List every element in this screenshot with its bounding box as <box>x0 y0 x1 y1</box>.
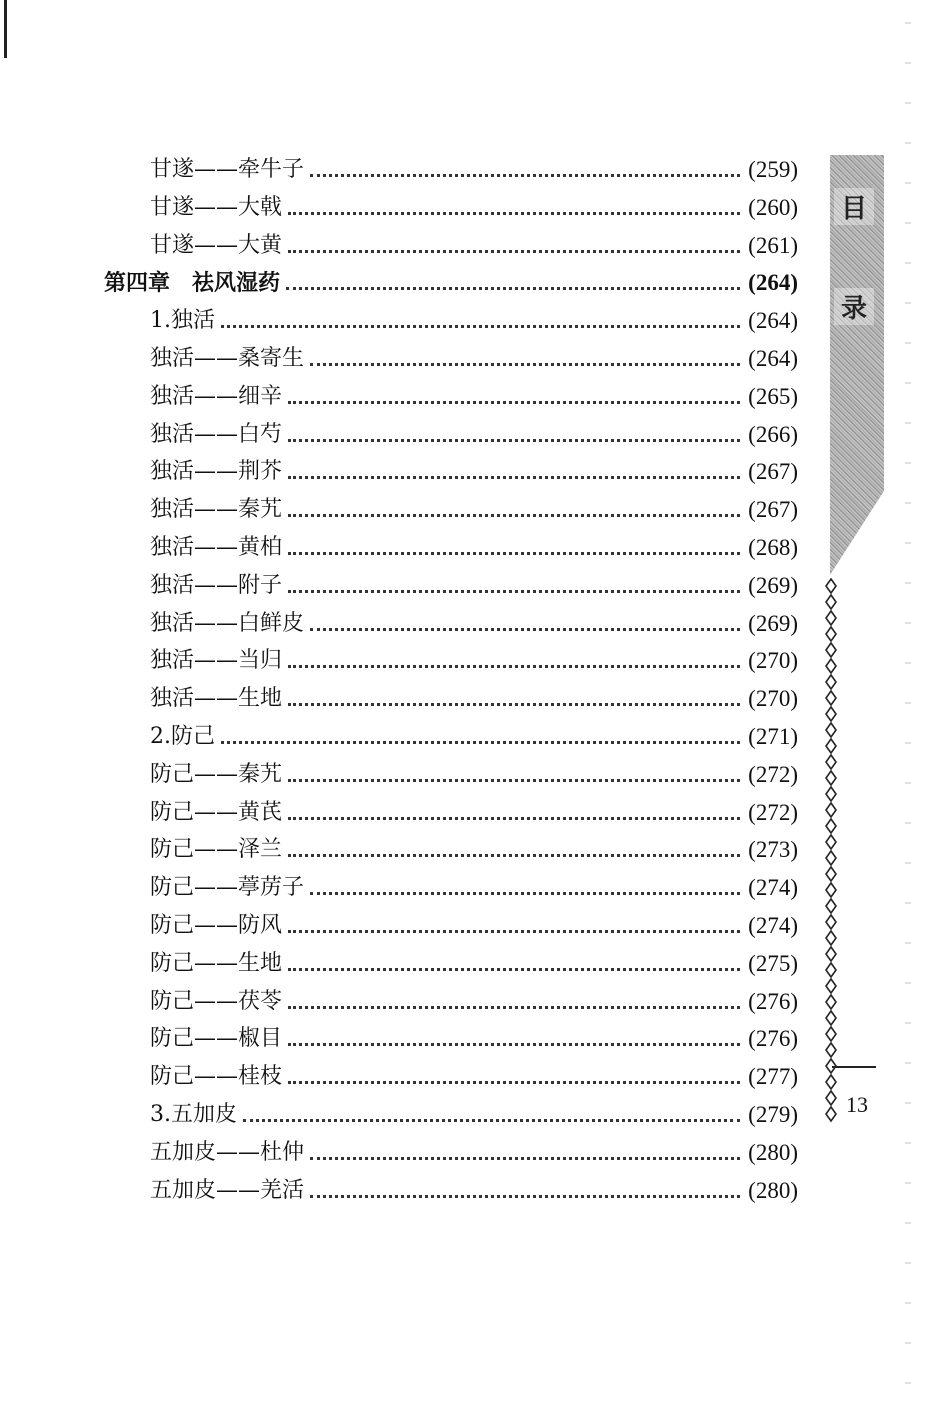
toc-entry-label: 独活——当归 <box>150 648 283 673</box>
chain-link <box>826 915 836 929</box>
chain-link <box>826 947 836 961</box>
chain-link <box>826 1011 836 1025</box>
toc-entry-page: (264) <box>748 270 798 295</box>
chain-link <box>826 787 836 801</box>
dot-leader <box>288 777 740 782</box>
dot-leader <box>288 701 740 706</box>
toc-entry <box>150 832 798 868</box>
chain-link <box>826 595 836 609</box>
chain-link <box>826 851 836 865</box>
chain-link <box>826 883 836 897</box>
dot-leader <box>288 399 740 404</box>
toc-chapter-heading <box>104 265 798 301</box>
dot-leader <box>288 512 740 517</box>
toc-entry-label: 第四章 祛风湿药 <box>104 270 281 296</box>
decorative-chain-ornament <box>822 578 840 1138</box>
dot-leader <box>310 172 740 177</box>
toc-entry-label: 独活——生地 <box>150 686 283 711</box>
chain-link <box>826 835 836 849</box>
chain-link <box>826 1091 836 1105</box>
toc-entry <box>150 341 798 377</box>
chain-link <box>826 931 836 945</box>
chain-link <box>826 643 836 657</box>
toc-entry <box>150 1021 798 1057</box>
chain-link <box>826 1107 836 1121</box>
toc-entry-label: 防己——防风 <box>150 913 283 938</box>
toc-entry <box>150 417 798 453</box>
toc-entry-label: 独活——黄柏 <box>150 535 283 560</box>
toc-entry <box>150 228 798 264</box>
chain-link <box>826 691 836 705</box>
dot-leader <box>288 815 740 820</box>
toc-entry <box>150 946 798 982</box>
toc-entry-label: 3.五加皮 <box>150 1102 237 1127</box>
toc-entry <box>150 530 798 566</box>
dot-leader <box>310 890 740 895</box>
toc-entry-label: 2.防己 <box>150 724 215 749</box>
toc-entry <box>150 1059 798 1095</box>
chain-link <box>826 963 836 977</box>
toc-entry <box>150 795 798 831</box>
toc-entry <box>150 719 798 755</box>
toc-entry <box>150 681 798 717</box>
toc-entry-page: (261) <box>748 233 798 258</box>
toc-entry-page: (260) <box>748 195 798 220</box>
toc-entry <box>150 492 798 528</box>
toc-entry-label: 独活——附子 <box>150 573 283 598</box>
toc-entry <box>150 152 798 188</box>
toc-entry-label: 独活——荆芥 <box>150 459 283 484</box>
toc-entry <box>150 908 798 944</box>
dot-leader <box>221 739 740 744</box>
side-tab-char-2: 录 <box>834 288 874 325</box>
toc-entry-label: 独活——秦艽 <box>150 497 283 522</box>
toc-entry-page: (265) <box>748 384 798 409</box>
dot-leader <box>288 474 740 479</box>
toc-entry-label: 防己——生地 <box>150 951 283 976</box>
dot-leader <box>288 852 740 857</box>
chain-link <box>826 867 836 881</box>
chain-link <box>826 1075 836 1089</box>
toc-entry-page: (264) <box>748 308 798 333</box>
toc-entry-page: (269) <box>748 573 798 598</box>
toc-entry-label: 甘遂——大黄 <box>150 233 283 258</box>
folio-rule <box>832 1066 876 1068</box>
dot-leader <box>288 663 740 668</box>
toc-entry-page: (276) <box>748 989 798 1014</box>
dot-leader <box>288 1041 740 1046</box>
chain-link <box>826 771 836 785</box>
toc-entry-page: (279) <box>748 1102 798 1127</box>
dot-leader <box>243 1117 740 1122</box>
toc-entry-label: 独活——细辛 <box>150 384 283 409</box>
toc-entry-label: 防己——黄芪 <box>150 800 283 825</box>
chain-link <box>826 627 836 641</box>
toc-entry-label: 1.独活 <box>150 308 215 333</box>
toc-entry-label: 甘遂——大戟 <box>150 195 283 220</box>
chain-link <box>826 979 836 993</box>
toc-entry <box>150 568 798 604</box>
toc-entry-page: (267) <box>748 497 798 522</box>
chain-link <box>826 579 836 593</box>
dot-leader <box>288 1079 740 1084</box>
toc-entry <box>150 606 798 642</box>
toc-entry <box>150 1135 798 1171</box>
toc-entry-label: 防己——桂枝 <box>150 1064 283 1089</box>
toc-entry-label: 独活——白鲜皮 <box>150 611 305 636</box>
toc-entry-label: 五加皮——羌活 <box>150 1178 305 1203</box>
toc-entry <box>150 190 798 226</box>
toc-entry-page: (259) <box>748 157 798 182</box>
dot-leader <box>310 1193 740 1198</box>
toc-entry-page: (270) <box>748 648 798 673</box>
toc-entry-page: (280) <box>748 1140 798 1165</box>
toc-entry-page: (272) <box>748 762 798 787</box>
toc-entry-page: (270) <box>748 686 798 711</box>
toc-entry-page: (274) <box>748 913 798 938</box>
toc-entry-page: (264) <box>748 346 798 371</box>
toc-entry-label: 五加皮——杜仲 <box>150 1140 305 1165</box>
dot-leader <box>288 550 740 555</box>
side-tab-char-1: 目 <box>834 188 874 225</box>
page-number: 13 <box>846 1092 868 1117</box>
toc-entry <box>150 1173 798 1209</box>
dot-leader <box>288 966 740 971</box>
toc-entry-label: 防己——茯苓 <box>150 989 283 1014</box>
dot-leader <box>310 361 740 366</box>
toc-entry-label: 防己——葶苈子 <box>150 875 305 900</box>
toc-entry-page: (277) <box>748 1064 798 1089</box>
dot-leader <box>286 285 740 290</box>
toc-entry-label: 独活——白芍 <box>150 422 283 447</box>
chain-link <box>826 1043 836 1057</box>
chain-link <box>826 675 836 689</box>
toc-entry-page: (271) <box>748 724 798 749</box>
toc-entry-page: (266) <box>748 422 798 447</box>
chain-link <box>826 819 836 833</box>
dot-leader <box>221 323 740 328</box>
dot-leader <box>310 1155 740 1160</box>
chain-link <box>826 611 836 625</box>
toc-entry-label: 防己——椒目 <box>150 1026 283 1051</box>
toc-entry <box>150 303 798 339</box>
toc-entry <box>150 643 798 679</box>
toc-entry-page: (275) <box>748 951 798 976</box>
toc-entry-page: (280) <box>748 1178 798 1203</box>
toc-entry <box>150 379 798 415</box>
chain-link <box>826 995 836 1009</box>
toc-entry-label: 防己——秦艽 <box>150 762 283 787</box>
toc-entry-page: (267) <box>748 459 798 484</box>
toc-entry <box>150 1097 798 1133</box>
toc-entry <box>150 757 798 793</box>
chain-link <box>826 723 836 737</box>
chain-link <box>826 899 836 913</box>
toc-entry-label: 甘遂——牵牛子 <box>150 157 305 182</box>
chain-link <box>826 739 836 753</box>
toc-entry-page: (274) <box>748 875 798 900</box>
chain-link <box>826 755 836 769</box>
toc-entry-page: (272) <box>748 800 798 825</box>
toc-entry <box>150 984 798 1020</box>
dot-leader <box>288 1004 740 1009</box>
dot-leader <box>288 437 740 442</box>
toc-entry <box>150 870 798 906</box>
toc-entry-label: 防己——泽兰 <box>150 837 283 862</box>
toc-entry-page: (273) <box>748 837 798 862</box>
chain-link <box>826 1027 836 1041</box>
toc-entry-page: (276) <box>748 1026 798 1051</box>
toc-entry-page: (268) <box>748 535 798 560</box>
dot-leader <box>288 248 740 253</box>
chain-link <box>826 659 836 673</box>
toc-entry-page: (269) <box>748 611 798 636</box>
dot-leader <box>288 210 740 215</box>
toc-entry-label: 独活——桑寄生 <box>150 346 305 371</box>
toc-entry <box>150 454 798 490</box>
chain-link <box>826 803 836 817</box>
dot-leader <box>288 588 740 593</box>
chain-link <box>826 707 836 721</box>
dot-leader <box>310 626 740 631</box>
dot-leader <box>288 928 740 933</box>
